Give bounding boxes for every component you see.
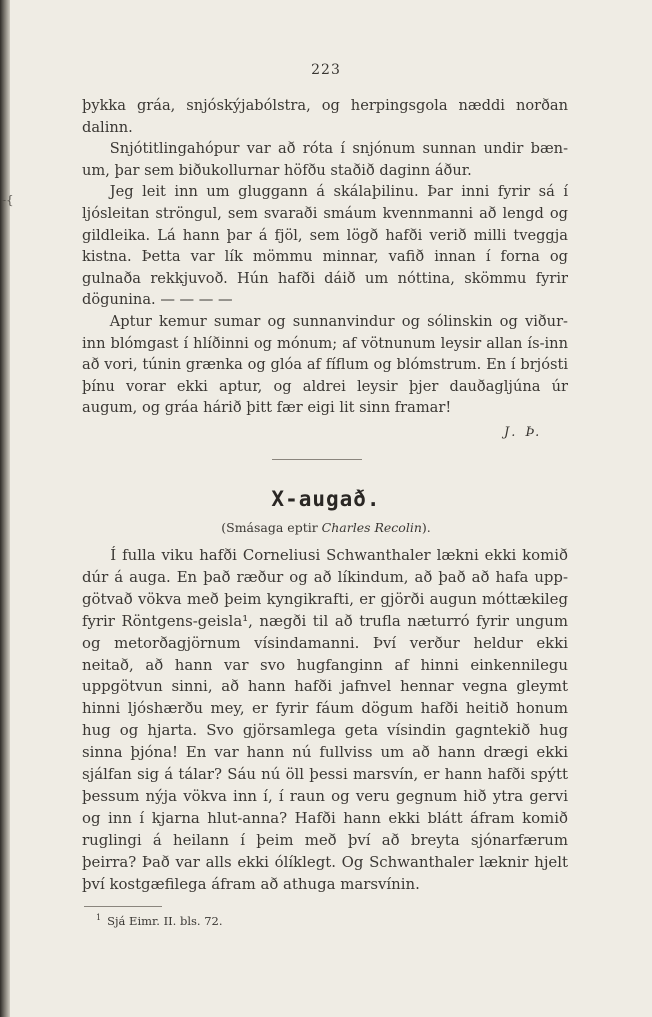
author-signature: J. Þ. bbox=[504, 425, 543, 440]
paragraph: Í fulla viku hafði Corneliusi Schwanthaler lækni ekki komið dúr á auga. En það ræður og að líkindum, að það að hafa upp-götvað vökva með þeim kyngikrafti, er gjörði augun móttækileg fyrir Röntgens-geisla¹, nægði til að trufla næturró fyrir ungum og metorðagjörnum vísindamanni. Því verður heldur ekki neitað, að hann var svo hugfanginn af hinni einkennilegu uppgötvun sinni, að hann hafði jafnvel hennar vegna gleymt hinni ljóshærðu mey, er fyrir fáum dögum hafði heitið honum hug og hjarta. Svo gjörsamlega geta vísindin gagntekið hug sinna þjóna! En var hann nú fullviss um að hann drægi ekki sjálfan sig á tálar? Sáu nú öll þessi marsvín, er hann hafði spýtt þessum nýja vökva inn í, í raun og veru gegnum hið ytra gervi og inn í kjarna hlut-anna? Hafði hann ekki blátt áfram komið ruglingi á heilann í þeim með því að breyta sjónarfærum þeirra? Það var alls ekki ólíklegt. Og Schwanthaler læknir hjelt því kostgæfilega áfram að athuga marsvínin. bbox=[82, 546, 568, 893]
paragraph: Jeg leit inn um gluggann á skálaþilinu. Þar inni fyrir sá í ljósleitan ströngul, sem svaraði smáum kvennmanni að lengd og gildleika. Lá hann þar á fjöl, sem lögð hafði verið milli tveggja kistna. Þetta var lík mömmu minnar, vafið innan í forna og gulnaða rekkjuvoð. Hún hafði dáið um nóttina, skömmu fyrir dögunina. — — — — bbox=[82, 183, 568, 309]
paragraph: Aptur kemur sumar og sunnanvindur og sólinskin og viður-inn blómgast í hlíðinni og mónum; af vötnunum leysir allan ís-inn að vori, túnin grænka og glóa af fíflum og blómstrum. En í brjósti þínu vorar ekki aptur, og aldrei leysir þjer dauðagljúna úr augum, og gráa hárið þitt fær eigi lit sinn framar! bbox=[82, 312, 568, 417]
footnote bbox=[96, 913, 223, 928]
footnote-text: Sjá Eimr. II. bls. 72. bbox=[107, 913, 223, 928]
story-subtitle bbox=[0, 520, 652, 535]
story-ending-text bbox=[82, 95, 568, 419]
section-divider bbox=[272, 459, 362, 460]
footnote-divider bbox=[84, 906, 162, 907]
story-body-text bbox=[82, 545, 568, 896]
paragraph: þykka gráa, snjóskýjabólstra, og herpingsgola næddi norðan dalinn. bbox=[82, 97, 568, 136]
footnote-marker: 1 bbox=[96, 913, 102, 922]
subtitle-author: Charles Recolin bbox=[321, 520, 422, 535]
story-title: X-augað. bbox=[271, 487, 381, 511]
page-number: 223 bbox=[311, 62, 341, 78]
margin-mark: -{ bbox=[2, 193, 14, 207]
paragraph: Snjótitlingahópur var að róta í snjónum sunnan undir bæn-um, þar sem biðukollurnar höfðu staðið daginn áður. bbox=[82, 140, 568, 179]
subtitle-prefix: (Smásaga eptir bbox=[221, 520, 318, 535]
subtitle-suffix: ). bbox=[421, 520, 431, 535]
